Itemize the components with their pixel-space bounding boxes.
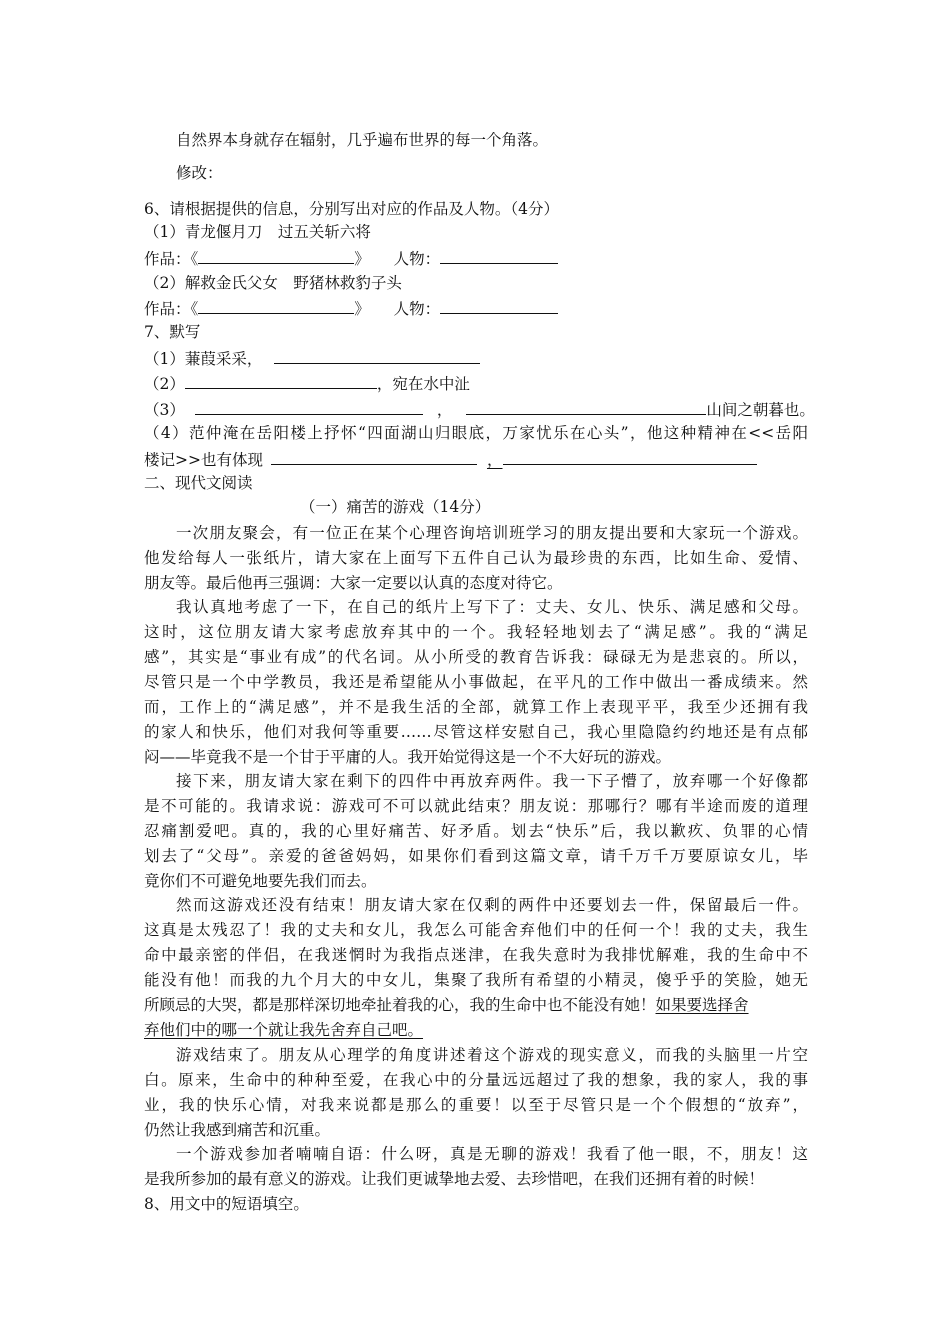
p2-line-6: 的家人和快乐，他们对我何等重要……尽管这样安慰自己，我心里隐隐约约地还是有点郁 [144, 723, 808, 741]
q6-stem: 6、请根据提供的信息，分别写出对应的作品及人物。（4分） [144, 200, 559, 218]
q7-line-2 [144, 372, 470, 394]
p4-underlined-sentence-b: 弃他们中的哪一个就让我先舍弃自己吧。 [144, 1021, 424, 1039]
p6-line-2: 是我所参加的最有意义的游戏。让我们更诚挚地去爱、去珍惜吧，在我们还拥有着的时候！ [144, 1170, 765, 1188]
q8-stem: 8、用文中的短语填空。 [144, 1195, 309, 1213]
q7-l4b-text: 楼记>>也有体现 [144, 451, 263, 469]
passage-title: （一）痛苦的游戏（14分） [300, 498, 491, 516]
p3-line-2: 是不可能的。我请求说：游戏可不可以就此结束？朋友说：那哪行？哪有半途而废的道理 [144, 797, 808, 815]
q7-l4-comma: ， [486, 451, 503, 469]
q7-blank-3b[interactable] [466, 398, 706, 415]
p2-line-1: 我认真地考虑了一下，在自己的纸片上写下了：丈夫、女儿、快乐、满足感和父母。 [176, 598, 808, 616]
work-blank-1[interactable] [198, 247, 354, 264]
p2-line-5: 而，工作上的“满足感”，并不是我生活的全部，就算工作上表现平平，我至少还拥有我 [144, 698, 808, 716]
p4-line-2: 这真是太残忍了！我的丈夫和女儿，我怎么可能舍弃他们中的任何一个！我的丈夫，我生 [144, 921, 808, 939]
p2-line-3: 感”，其实是“事业有成”的代名词。从小所受的教育告诉我：碌碌无为是悲哀的。所以， [144, 648, 808, 666]
person-label: 人物： [393, 250, 441, 268]
p4-line-4: 能没有他！而我的九个月大的中女儿，集聚了我所有希望的小精灵，傻乎乎的笑脸，她无 [144, 971, 808, 989]
p5-line-4: 仍然让我感到痛苦和沉重。 [144, 1121, 331, 1139]
q5-revise-label: 修改： [176, 164, 223, 182]
q7-line-4b [144, 448, 757, 470]
work-close: 》 [354, 300, 370, 318]
q6-clue-2: （2）解救金氏父女 野猪林救豹子头 [144, 274, 402, 292]
q7-l1-text: （1）蒹葭采采， [144, 350, 263, 368]
p5-line-1: 游戏结束了。朋友从心理学的角度讲述着这个游戏的现实意义，而我的头脑里一片空 [176, 1046, 808, 1064]
q7-blank-3a[interactable] [195, 398, 423, 415]
q7-blank-1[interactable] [274, 347, 480, 364]
p3-line-4: 划去了“父母”。亲爱的爸爸妈妈，如果你们看到这篇文章，请千万千万要原谅女儿，毕 [144, 847, 808, 865]
p2-line-2: 这时，这位朋友请大家考虑放弃其中的一个。我轻轻地划去了“满足感”。我的“满足 [144, 623, 808, 641]
p1-line-2: 他发给每人一张纸片，请大家在上面写下五件自己认为最珍贵的东西，比如生命、爱情、 [144, 549, 808, 567]
q7-l3-mid: ， [436, 401, 453, 419]
q7-line-4a: （4）范仲淹在岳阳楼上抒怀“四面湖山归眼底，万家忧乐在心头”，他这种精神在<<岳阳 [144, 424, 808, 442]
work-blank-2[interactable] [198, 297, 354, 314]
p3-line-3: 忍痛割爱吧。真的，我的心里好痛苦、好矛盾。划去“快乐”后，我以歉疚、负罪的心情 [144, 822, 808, 840]
work-label: 作品：《 [144, 300, 199, 318]
person-blank-2[interactable] [440, 297, 558, 314]
p5-line-3: 业，我的快乐心情，对我来说都是那么的重要！以至于尽管只是一个个假想的“放弃”， [144, 1096, 808, 1114]
p1-line-3: 朋友等。最后他再三强调：大家一定要以认真的态度对待它。 [144, 574, 563, 592]
q7-blank-4a[interactable] [271, 448, 477, 465]
q6-clue-1: （1）青龙偃月刀 过五关斩六将 [144, 223, 371, 241]
q7-blank-2[interactable] [185, 372, 377, 389]
p4-line-5-text: 所顾忌的大哭，都是那样深切地牵扯着我的心，我的生命中也不能没有她！ [144, 996, 656, 1014]
p5-line-2: 白。原来，生命中的种种至爱，在我心中的分量远远超过了我的想象，我的家人，我的事 [144, 1071, 808, 1089]
q6-answer-row-2 [144, 297, 558, 319]
person-label: 人物： [393, 300, 441, 318]
p1-line-1: 一次朋友聚会，有一位正在某个心理咨询培训班学习的朋友提出要和大家玩一个游戏。 [176, 524, 808, 542]
work-close: 》 [354, 250, 370, 268]
q7-line-1 [144, 347, 480, 369]
p2-line-7: 闷——毕竟我不是一个甘于平庸的人。我开始觉得这是一个不大好玩的游戏。 [144, 748, 672, 766]
q7-line-3 [144, 398, 815, 420]
q5-sentence: 自然界本身就存在辐射，几乎遍布世界的每一个角落。 [176, 131, 549, 149]
q7-stem: 7、默写 [144, 323, 201, 341]
p4-underlined-sentence-a: 如果要选择舍 [655, 996, 749, 1014]
p4-line-3: 命中最亲密的伴侣，在我迷惘时为我指点迷津，在我失意时为我排忧解难，我的生命中不 [144, 946, 808, 964]
q7-blank-4b[interactable] [503, 448, 757, 465]
q7-l3-post: 山间之朝暮也。 [706, 401, 815, 419]
p3-line-5: 竟你们不可避免地要先我们而去。 [144, 872, 377, 890]
section-heading: 二、现代文阅读 [144, 474, 253, 492]
q7-l2-pre: （2） [144, 375, 185, 393]
q7-l2-post: ，宛在水中沚 [376, 375, 470, 393]
p6-line-1: 一个游戏参加者喃喃自语：什么呀，真是无聊的游戏！我看了他一眼，不，朋友！这 [176, 1145, 808, 1163]
p2-line-4: 尽管只是一个中学教员，我还是希望能从小事做起，在平凡的工作中做出一番成绩来。然 [144, 673, 808, 691]
p4-line-1: 然而这游戏还没有结束！朋友请大家在仅剩的两件中还要划去一件，保留最后一件。 [176, 896, 808, 914]
p3-line-1: 接下来，朋友请大家在剩下的四件中再放弃两件。我一下子懵了，放弃哪一个好像都 [176, 772, 808, 790]
work-label: 作品：《 [144, 250, 199, 268]
person-blank-1[interactable] [440, 247, 558, 264]
q6-answer-row-1 [144, 247, 558, 269]
p4-line-5 [144, 995, 749, 1015]
q7-l3-pre: （3） [144, 401, 185, 419]
